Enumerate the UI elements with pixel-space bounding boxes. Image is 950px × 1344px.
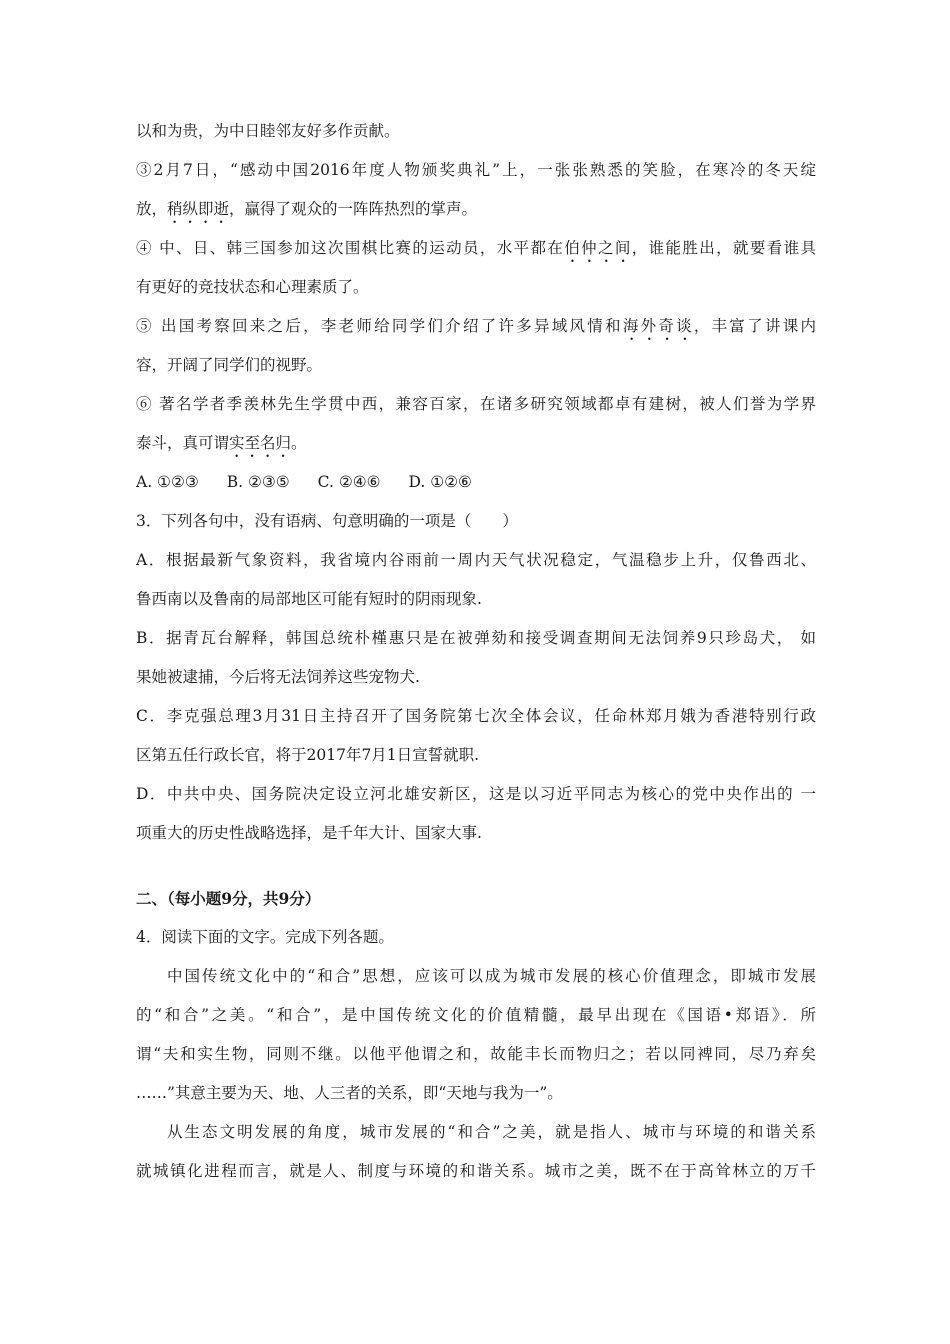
text-line: ④ 中、日、韩三国参加这次围棋比赛的运动员，水平都在伯仲之间，谁能胜出，就要看谁具 (136, 239, 816, 257)
text-line: ⑥ 著名学者季羡林先生学贯中西，兼容百家，在诸多研究领域都卓有建树，被人们誉为学界 (136, 395, 816, 413)
option-d-text: D．中共中央、国务院决定设立河北雄安新区，这是以习近平同志为核心的党中央作出的 一 (136, 785, 816, 803)
emphasized-idiom: 实至名归 (229, 434, 292, 452)
option-c-text: C．李克强总理3月31日主持召开了国务院第七次全体会议，任命林郑月娥为香港特别行政 (136, 707, 816, 725)
question-4: 4．阅读下面的文字。完成下列各题。 (136, 928, 394, 946)
question-3: 3．下列各句中，没有语病、句意明确的一项是（ ） (136, 512, 518, 530)
text-line: 有更好的竞技状态和心理素质了。 (136, 278, 369, 296)
option-c: C. ②④⑥ (317, 473, 381, 491)
emphasized-idiom: 稍纵即逝 (167, 200, 230, 218)
document-page (136, 112, 816, 1191)
section-heading: 二、（每小题9分，共9分） (136, 889, 321, 908)
text-line: 以和为贵，为中日睦邻友好多作贡献。 (136, 122, 400, 140)
text-line: ⑤ 出国考察回来之后，李老师给同学们介绍了许多异域风情和海外奇谈，丰富了讲课内 (136, 317, 816, 335)
passage-line: 中国传统文化中的“和合”思想，应该可以成为城市发展的核心价值理念，即城市发展 (167, 967, 816, 985)
text-line: 放，稍纵即逝，赢得了观众的一阵阵热烈的掌声。 (136, 200, 478, 218)
passage-line: 谓“夫和实生物，同则不继。以他平他谓之和，故能丰长而物归之；若以同裨同，尽乃弃矣 (136, 1045, 816, 1063)
emphasized-idiom: 伯仲之间 (564, 239, 632, 257)
text-line: 鲁西南以及鲁南的局部地区可能有短时的阴雨现象. (136, 590, 482, 608)
option-b: B. ②③⑤ (226, 473, 290, 491)
option-a-text: A．根据最新气象资料，我省境内谷雨前一周内天气状况稳定，气温稳步上升，仅鲁西北、 (136, 551, 816, 569)
emphasized-idiom: 海外奇谈 (622, 317, 694, 335)
answer-options (136, 463, 816, 502)
option-d: D. ①②⑥ (408, 473, 472, 491)
passage-line: ……”其意主要为天、地、人三者的关系，即“天地与我为一”。 (136, 1084, 563, 1102)
passage-line: 的“和合”之美。“和合”，是中国传统文化的价值精髓，最早出现在《国语•郑语》．所 (136, 1006, 816, 1024)
text-line: 果她被逮捕，今后将无法饲养这些宠物犬. (136, 668, 420, 686)
option-b-text: B．据青瓦台解释，韩国总统朴槿惠只是在被弹劾和接受调查期间无法饲养9只珍岛犬， 如 (136, 629, 816, 647)
option-a: A. ①②③ (136, 473, 199, 491)
text-line: ③2月7日，“感动中国2016年度人物颁奖典礼”上，一张张熟悉的笑脸，在寒冷的冬天绽 (136, 161, 816, 179)
text-line: 区第五任行政长官，将于2017年7月1日宣誓就职. (136, 746, 480, 764)
passage-line: 就城镇化进程而言，就是人、制度与环境的和谐关系。城市之美，既不在于高耸林立的万千 (136, 1162, 816, 1180)
text-line: 项重大的历史性战略选择，是千年大计、国家大事. (136, 824, 482, 842)
passage-line: 从生态文明发展的角度，城市发展的“和合”之美，就是指人、城市与环境的和谐关系 (167, 1123, 816, 1141)
text-line: 容，开阔了同学们的视野。 (136, 356, 323, 374)
text-line: 泰斗，真可谓实至名归。 (136, 434, 307, 452)
spacer (136, 853, 816, 879)
